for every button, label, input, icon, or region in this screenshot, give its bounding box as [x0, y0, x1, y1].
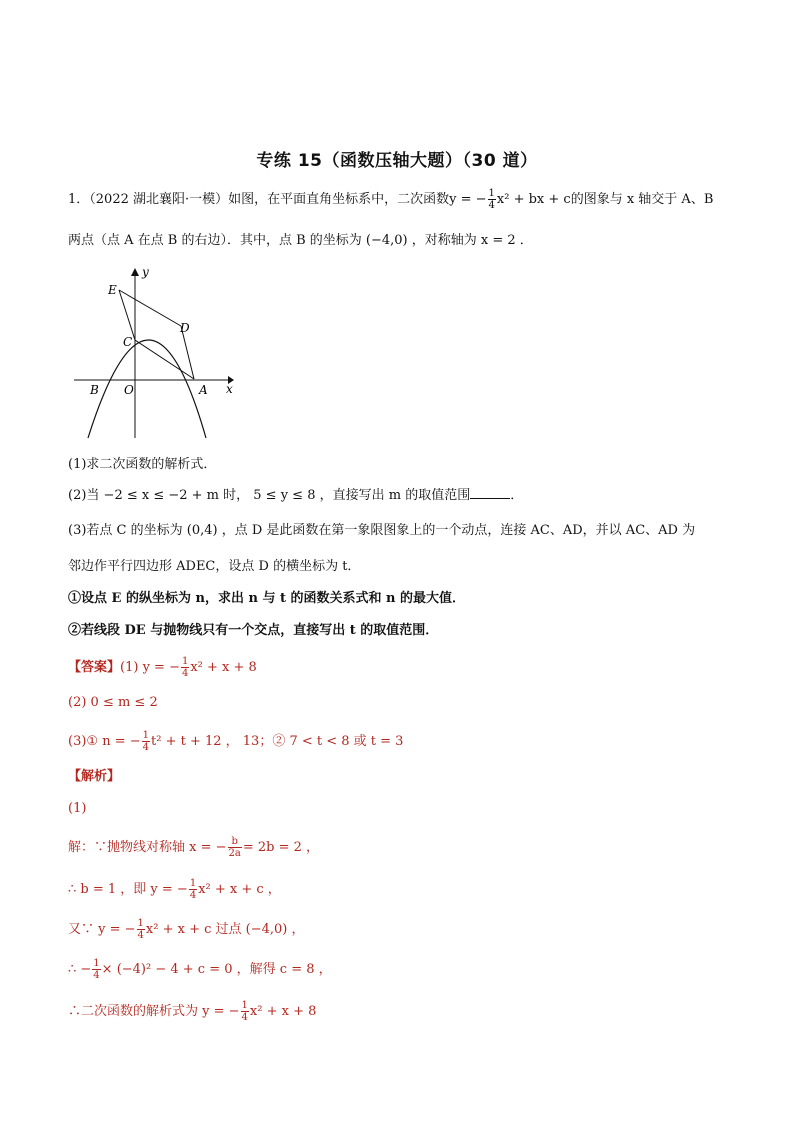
part-1: (1)求二次函数的解析式．	[68, 457, 217, 472]
part-2-end: ．	[510, 488, 524, 503]
label-C: C	[123, 335, 133, 349]
label-B: B	[90, 383, 99, 397]
question-intro-tail: 的图象与 x 轴交于 A、B	[570, 192, 714, 207]
part-3-sub-1: ①设点 E 的纵坐标为 n，求出 n 与 t 的函数关系式和 n 的最大值．	[68, 591, 466, 606]
fraction-one-quarter: $\frac{1}{4}$	[93, 958, 100, 981]
analysis-step-5	[68, 1000, 316, 1023]
label-x: x	[226, 382, 233, 396]
label-O: O	[124, 383, 134, 397]
question-intro	[68, 188, 713, 211]
part-3-line-2: 邻边作平行四边形 ADEC，设点 D 的横坐标为 t．	[68, 559, 361, 574]
fraction-one-quarter: $\frac{1}{4}$	[181, 656, 189, 679]
question-intro-text: 1．（2022 湖北襄阳·一模）如图，在平面直角坐标系中，二次函数	[68, 192, 450, 207]
answer-label: 【答案】	[68, 660, 121, 675]
fraction-one-quarter: $\frac{1}{4}$	[241, 1000, 248, 1023]
step-4-lhs: ∴ −	[68, 962, 92, 977]
analysis-step-1	[68, 836, 319, 859]
intro-formula-rhs: x² + bx + c	[496, 192, 571, 207]
step-1-lhs: 解：∵抛物线对称轴 x = −	[68, 840, 227, 855]
answer-blank	[470, 486, 510, 499]
label-E: E	[108, 283, 117, 297]
part-3-sub-2: ②若线段 DE 与抛物线只有一个交点，直接写出 t 的取值范围．	[68, 623, 439, 638]
step-2-lhs: ∴ b = 1 ，即 y = −	[68, 882, 188, 897]
question-line-2: 两点（点 A 在点 B 的右边）．其中，点 B 的坐标为 (−4,0) ，对称轴为 x = 2 ．	[68, 233, 533, 248]
parabola-figure	[68, 262, 238, 446]
analysis-step-2	[68, 878, 281, 901]
label-y: y	[142, 265, 149, 279]
analysis-part: (1)	[68, 801, 87, 816]
analysis-step-4	[68, 958, 332, 981]
answer-1-lhs: (1) y = −	[120, 660, 180, 675]
analysis-label: 【解析】	[68, 769, 121, 784]
fraction-one-quarter: $\frac{1}{4}$	[488, 188, 495, 211]
fraction-one-quarter: $\frac{1}{4}$	[137, 918, 144, 941]
part-2-text: (2)当 −2 ≤ x ≤ −2 + m 时， 5 ≤ y ≤ 8 ，直接写出 m 的取值范围	[68, 488, 471, 503]
answer-3-rhs: t² + t + 12 ， 13；② 7 < t < 8 或 t = 3	[151, 734, 404, 749]
page-title: 专练 15（函数压轴大题）（30 道）	[256, 151, 538, 171]
analysis-step-3	[68, 918, 304, 941]
step-2-rhs: x² + x + c ，	[198, 882, 281, 897]
step-5-lhs: ∴二次函数的解析式为 y = −	[68, 1004, 240, 1019]
part-2	[68, 486, 523, 505]
answer-1	[68, 656, 257, 679]
fraction-one-quarter: $\frac{1}{4}$	[142, 730, 149, 753]
label-A: A	[199, 383, 208, 397]
answer-2: (2) 0 ≤ m ≤ 2	[68, 695, 158, 710]
step-1-rhs: = 2b = 2 ，	[242, 840, 320, 855]
answer-3-lhs: (3)① n = −	[68, 734, 141, 749]
answer-3	[68, 730, 403, 753]
answer-1-rhs: x² + x + 8	[190, 660, 257, 675]
fraction-b-over-2a: $\frac{b}{2a}$	[228, 836, 241, 859]
part-3: (3)若点 C 的坐标为 (0,4) ，点 D 是此函数在第一象限图象上的一个动点，连接 AC、AD，并以 AC、AD 为	[68, 523, 696, 538]
step-5-rhs: x² + x + 8	[249, 1004, 317, 1019]
intro-formula-lhs: y = −	[449, 192, 487, 207]
step-3-rhs: x² + x + c 过点 (−4,0) ，	[145, 922, 305, 937]
fraction-one-quarter: $\frac{1}{4}$	[189, 878, 197, 901]
step-3-lhs: 又∵ y = −	[68, 922, 136, 937]
label-D: D	[180, 321, 190, 335]
step-4-rhs: × (−4)² − 4 + c = 0 ，解得 c = 8 ，	[101, 962, 332, 977]
